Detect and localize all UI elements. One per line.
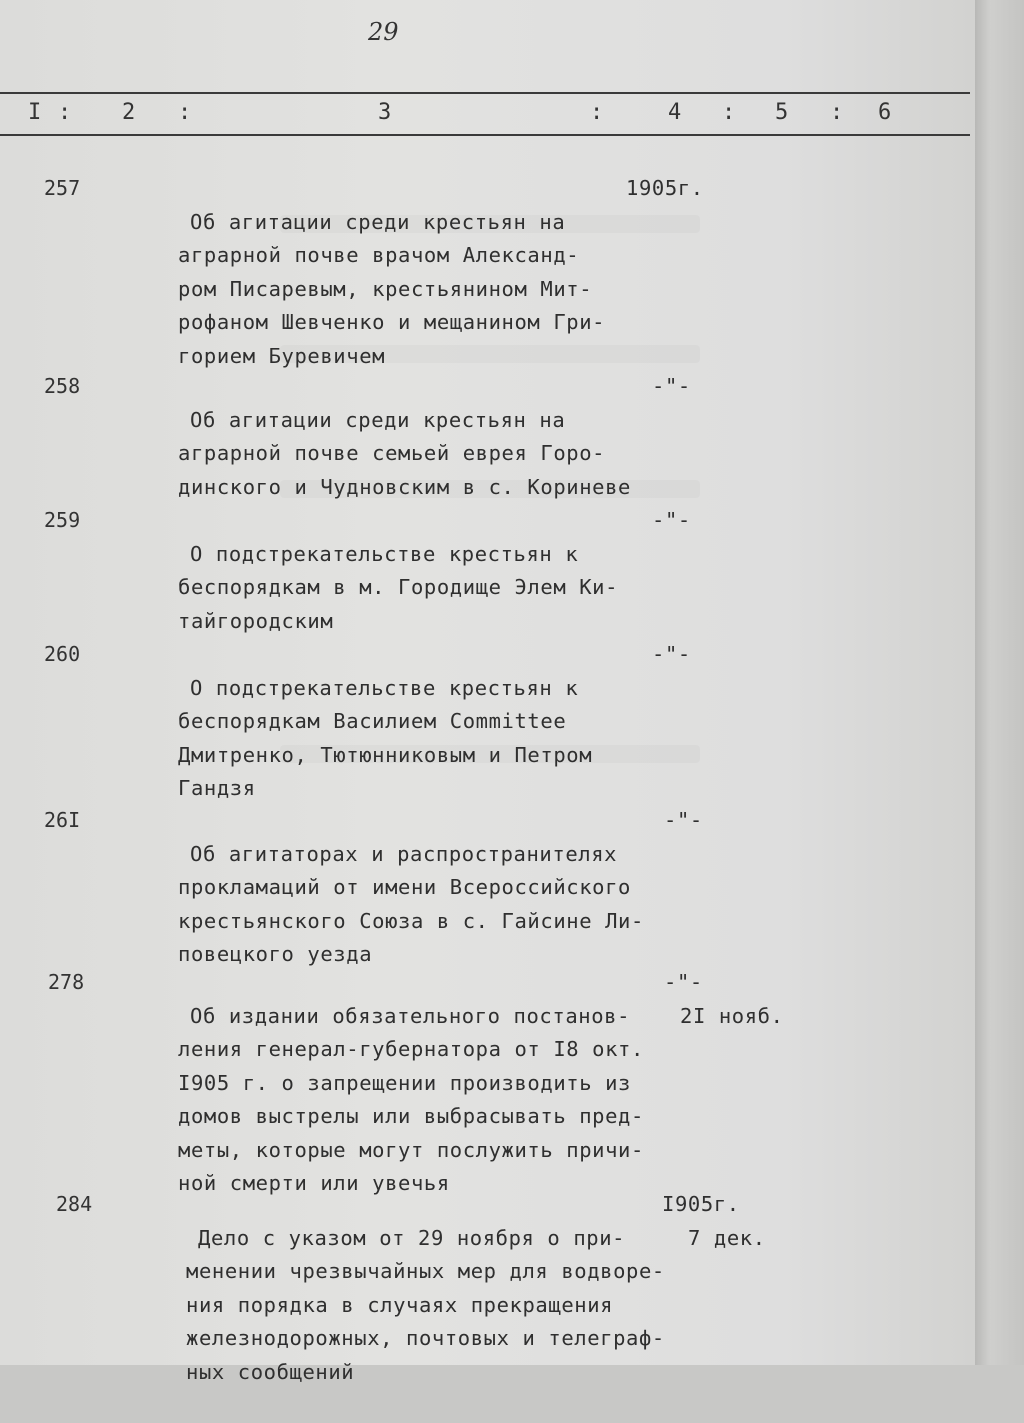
column-separator: : bbox=[58, 100, 72, 125]
entry-date: 1905г. bbox=[626, 176, 704, 200]
entry-number: 257 bbox=[44, 176, 81, 200]
entry-line: прокламаций от имени Всероссийского bbox=[178, 875, 631, 899]
entry-number: 284 bbox=[56, 1192, 93, 1216]
entry-line: аграрной почве семьей еврея Горо- bbox=[178, 441, 606, 465]
entry-line: ром Писаревым, крестьянином Мит- bbox=[178, 276, 593, 301]
entry-line: ния порядка в случаях прекращения bbox=[186, 1292, 614, 1317]
entry-number: 258 bbox=[44, 374, 81, 398]
entry-line: беспорядкам в м. Городище Элем Ки- bbox=[178, 575, 619, 599]
entry-line: горием Буревичем bbox=[178, 343, 386, 368]
entry-line: ных сообщений bbox=[186, 1359, 355, 1384]
entry-line: беспорядкам Василием Committee bbox=[178, 709, 567, 733]
entry-line: Об агитации среди крестьян на bbox=[190, 407, 566, 432]
entry-date: -"- bbox=[652, 374, 691, 398]
column-separator: : bbox=[830, 100, 844, 125]
entry-line: ления генерал-губернатора от I8 окт. bbox=[178, 1037, 644, 1061]
entry-line: ной смерти или увечья bbox=[178, 1171, 450, 1195]
column-separator: : bbox=[590, 100, 604, 125]
column-header-4: 4 bbox=[668, 100, 682, 125]
header-rule-top bbox=[0, 92, 970, 94]
column-header-2: 2 bbox=[122, 100, 136, 125]
entry-number: 259 bbox=[44, 508, 81, 532]
column-separator: : bbox=[722, 100, 736, 125]
column-header-3: 3 bbox=[378, 100, 392, 125]
entry-date: -"- bbox=[664, 970, 703, 994]
entry-line: рофаном Шевченко и мещанином Гри- bbox=[178, 310, 606, 334]
page-edge bbox=[975, 0, 1024, 1365]
entry-line: тайгородским bbox=[178, 608, 334, 633]
header-rule-bottom bbox=[0, 134, 970, 136]
entry-line: повецкого уезда bbox=[178, 942, 373, 966]
entry-date-secondary: 7 дек. bbox=[688, 1226, 766, 1250]
entry-date-secondary: 2I нояб. bbox=[680, 1004, 784, 1028]
entry-description bbox=[186, 1188, 666, 1423]
page-number: 29 bbox=[368, 18, 399, 46]
entry-line: крестьянского Союза в с. Гайсине Ли- bbox=[178, 908, 644, 933]
entry-number: 260 bbox=[44, 642, 81, 666]
entry-line: Гандзя bbox=[178, 776, 256, 800]
entry-line: Об издании обязательного постанов- bbox=[190, 1003, 631, 1028]
entry-number: 278 bbox=[48, 970, 85, 994]
entry-date: I905г. bbox=[662, 1192, 740, 1216]
entry-line: Об агитаторах и распространителях bbox=[190, 841, 618, 866]
entry-date: -"- bbox=[652, 642, 691, 666]
entry-line: О подстрекательстве крестьян к bbox=[190, 675, 579, 700]
column-separator: : bbox=[178, 100, 192, 125]
column-header-5: 5 bbox=[775, 100, 789, 125]
entry-line: домов выстрелы или выбрасывать пред- bbox=[178, 1104, 644, 1128]
entry-date: -"- bbox=[664, 808, 703, 832]
entry-line: Об агитации среди крестьян на bbox=[190, 209, 566, 234]
entry-line: динского и Чудновским в с. Кориневе bbox=[178, 474, 631, 499]
entry-number: 26I bbox=[44, 808, 81, 832]
entry-line: менении чрезвычайных мер для водворе- bbox=[186, 1259, 665, 1283]
entry-line: Дело с указом от 29 ноября о при- bbox=[198, 1225, 626, 1250]
entry-line: железнодорожных, почтовых и телеграф- bbox=[186, 1326, 665, 1350]
entry-line: Дмитренко, Тютюнниковым и Петром bbox=[178, 742, 593, 767]
column-header-6: 6 bbox=[878, 100, 892, 125]
entry-line: I905 г. о запрещении производить из bbox=[178, 1070, 631, 1095]
entry-date: -"- bbox=[652, 508, 691, 532]
entry-line: меты, которые могут послужить причи- bbox=[178, 1137, 644, 1162]
column-header-1: I bbox=[28, 100, 42, 125]
entry-line: О подстрекательстве крестьян к bbox=[190, 541, 579, 566]
entry-line: аграрной почве врачом Александ- bbox=[178, 243, 580, 267]
